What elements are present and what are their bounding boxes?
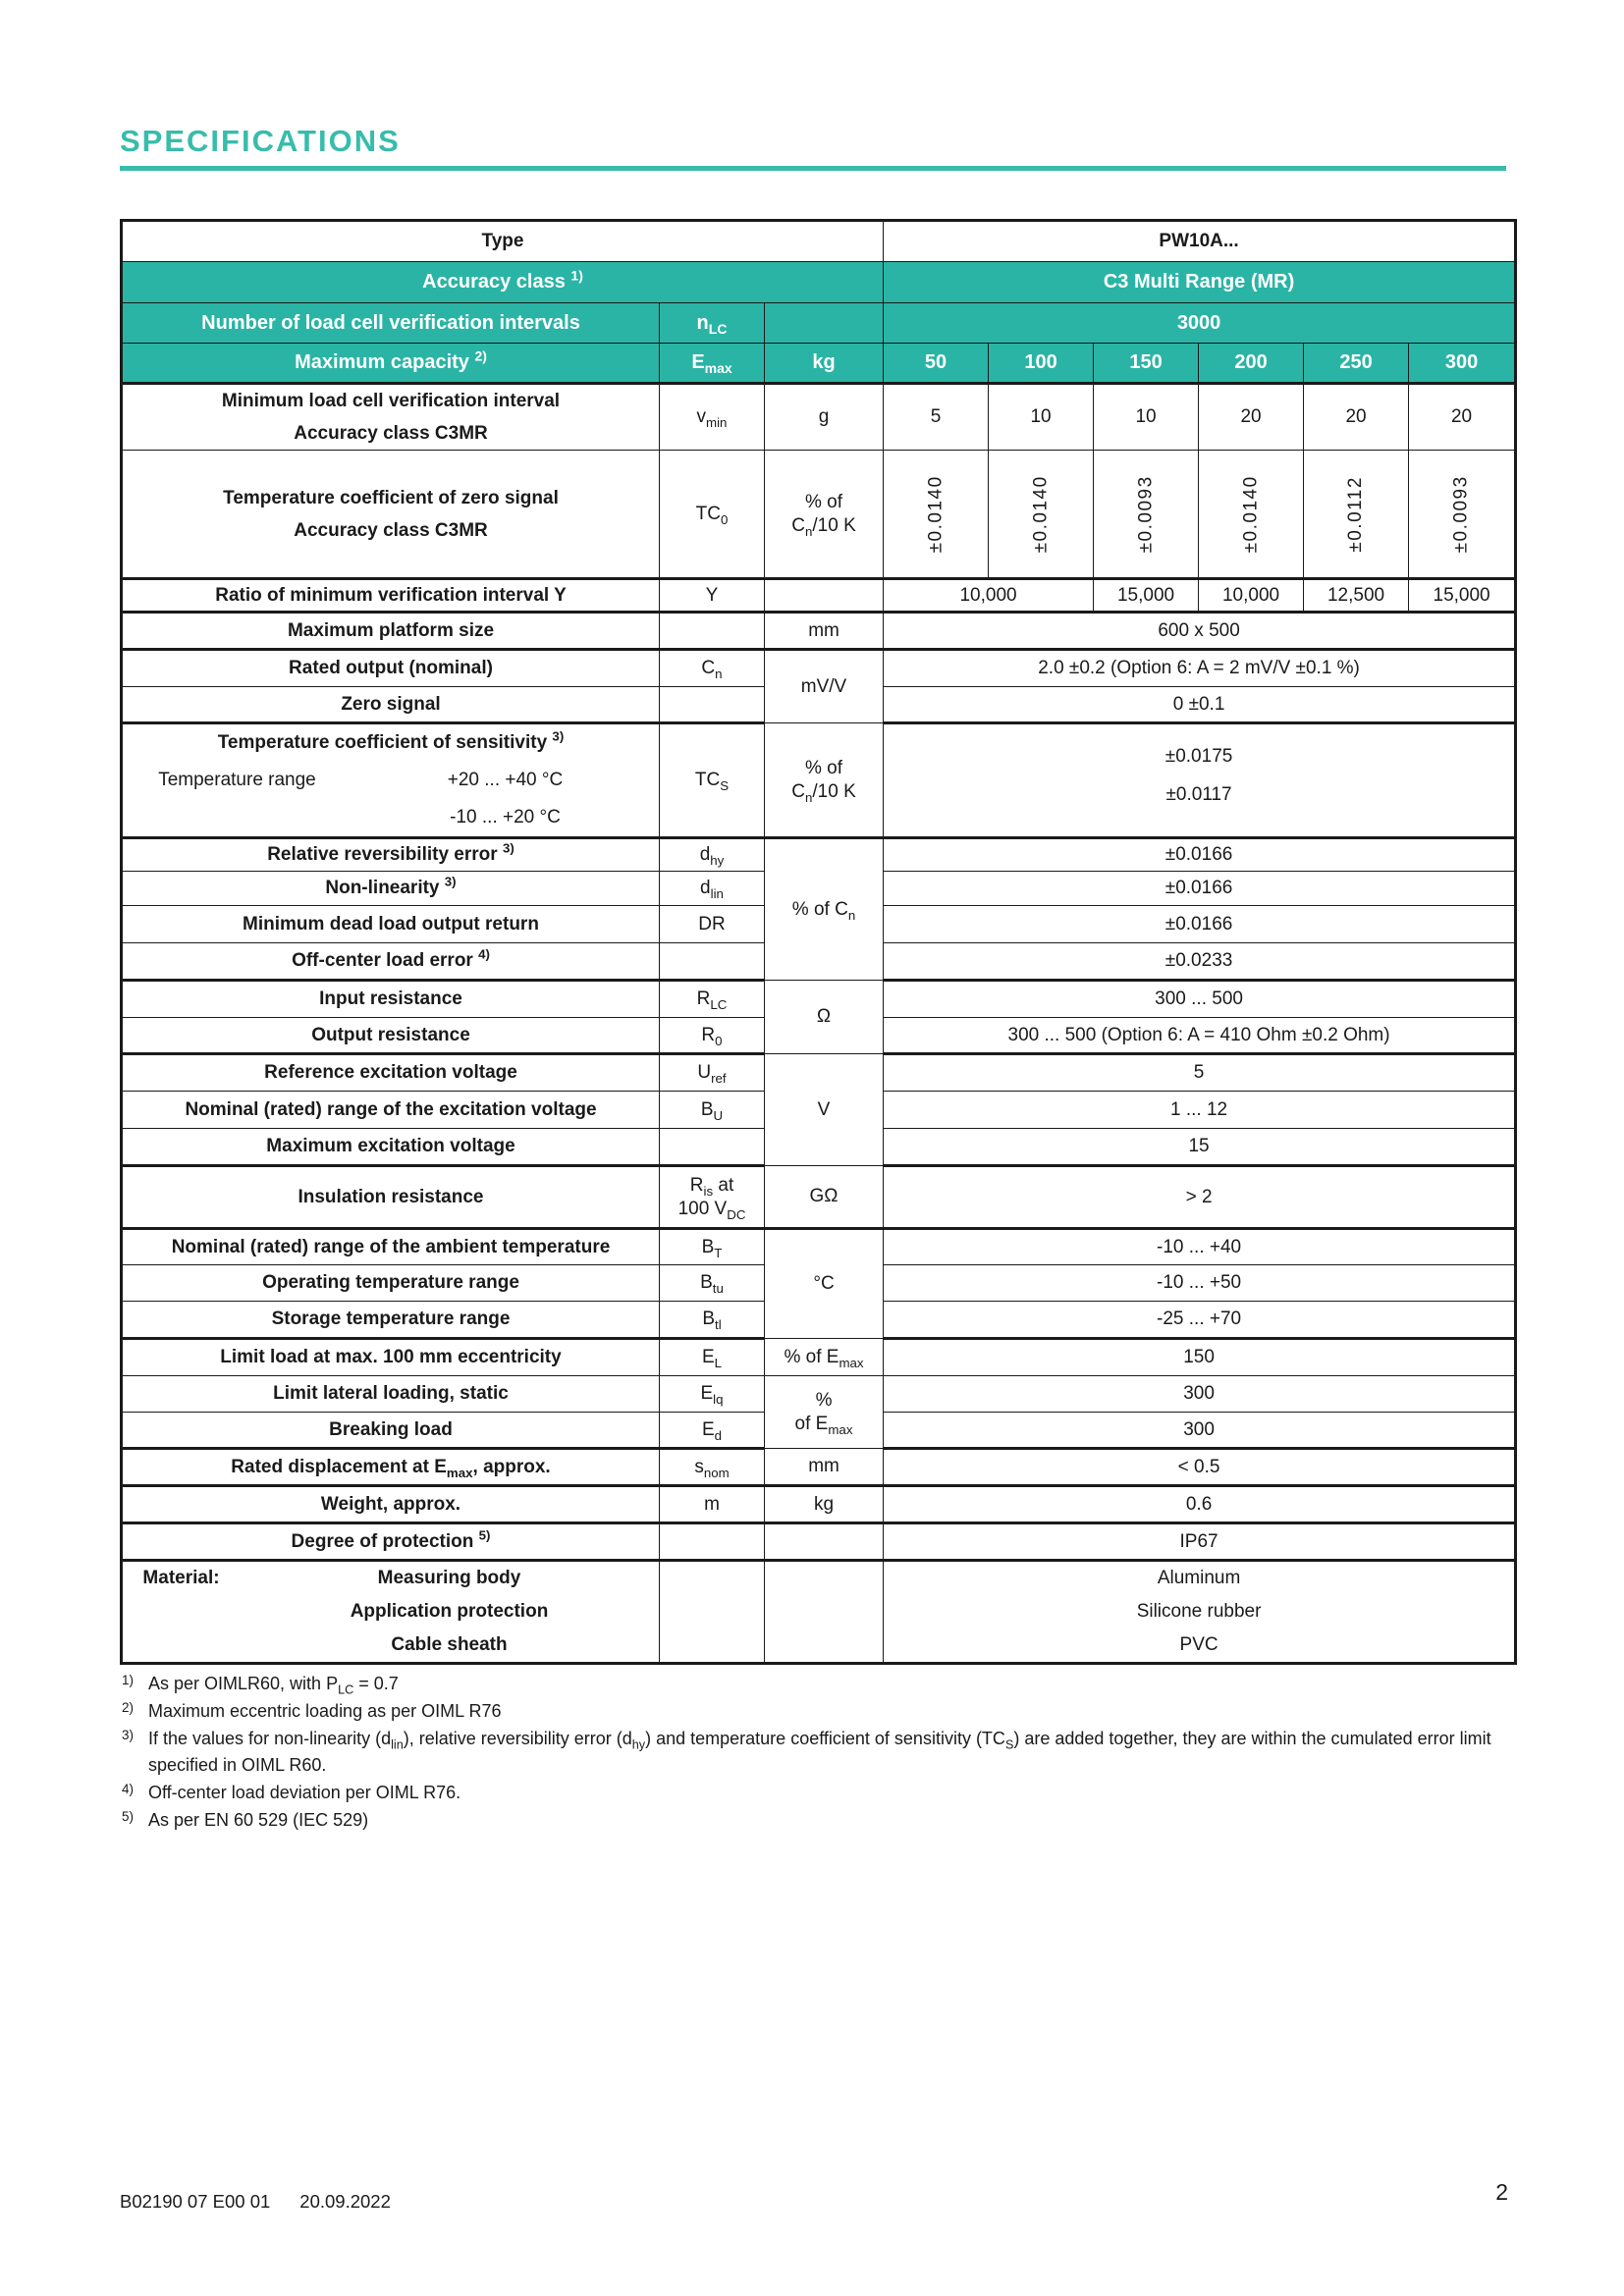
footer [120, 2191, 391, 2213]
symbol-cell: $d_{lin}$ [660, 872, 765, 906]
symbol-cell: $E_{lq}$ [660, 1376, 765, 1413]
unit-cell: mV/V [765, 650, 884, 723]
symbol-cell: $TC_S$ [660, 723, 765, 838]
unit-cell: kg [765, 1486, 884, 1523]
unit-cell: V [765, 1054, 884, 1166]
value-cell: 20 [1199, 384, 1304, 451]
value-cell: 10,000 [884, 579, 1094, 613]
value-cell: ±0.0166 [884, 872, 1516, 906]
value-cell: 12,500 [1304, 579, 1409, 613]
row-label: Limit lateral loading, static [122, 1376, 660, 1413]
material-value: PVC [1179, 1634, 1218, 1655]
value-cell: ±0.0166 [884, 838, 1516, 872]
row-label: Type [122, 221, 884, 262]
row-label: Weight, approx. [122, 1486, 660, 1523]
material-item: Application protection [350, 1601, 549, 1622]
unit-cell: mm [765, 1449, 884, 1486]
unit-cell: Ω [765, 981, 884, 1054]
row-ambient-temp-range [122, 1229, 1516, 1265]
row-label: Accuracy class $^{1)}$ [122, 262, 884, 303]
symbol-cell: $TC_0$ [660, 451, 765, 579]
unit-cell: % of $C_n$ [765, 838, 884, 981]
symbol-cell: $d_{hy}$ [660, 838, 765, 872]
value-cell [1199, 451, 1304, 579]
capacity-column: 150 [1094, 344, 1199, 384]
row-label: Maximum capacity $^{2)}$ [122, 344, 660, 384]
value-cell: 10,000 [1199, 579, 1304, 613]
row-temp-coeff-sensitivity [122, 723, 1516, 838]
value-cell: 20 [1304, 384, 1409, 451]
rotated-value: ±0.0093 [1135, 474, 1157, 554]
document-date: 20.09.2022 [299, 2191, 391, 2212]
empty-cell [660, 613, 765, 650]
value-cell [884, 723, 1516, 838]
value-cell: 20 [1409, 384, 1516, 451]
row-min-verification-interval [122, 384, 1516, 451]
footnote [122, 1807, 1512, 1834]
value-cell: 5 [884, 1054, 1516, 1092]
footnote-marker: 1) [122, 1673, 135, 1687]
symbol-cell: $E_d$ [660, 1413, 765, 1449]
footnote [122, 1698, 1512, 1725]
empty-cell [660, 687, 765, 723]
row-label: Operating temperature range [122, 1265, 660, 1302]
value-cell: > 2 [884, 1166, 1516, 1229]
label-line: Accuracy class C3MR [294, 519, 488, 541]
value-cell: 0 ±0.1 [884, 687, 1516, 723]
row-label [122, 1561, 660, 1664]
row-label: Ratio of minimum verification interval Y [122, 579, 660, 613]
symbol-cell: $v_{min}$ [660, 384, 765, 451]
material-item: Cable sheath [391, 1634, 508, 1655]
row-verification-intervals [122, 303, 1516, 344]
row-reversibility-error [122, 838, 1516, 872]
empty-cell [123, 799, 352, 836]
empty-cell [765, 579, 884, 613]
row-label: Maximum platform size [122, 613, 660, 650]
value-cell: 600 x 500 [884, 613, 1516, 650]
row-type [122, 221, 1516, 262]
value-line: ±0.0117 [1165, 784, 1232, 805]
label-line: Accuracy class C3MR [294, 423, 488, 444]
material-item: Measuring body [377, 1568, 521, 1588]
range-value: -10 ... +20 °C [450, 807, 561, 828]
material-label: Material: [142, 1568, 220, 1588]
symbol-cell: $U_{ref}$ [660, 1054, 765, 1092]
footnote-text: Off-center load deviation per OIML R76. [148, 1783, 461, 1802]
symbol-cell: DR [660, 906, 765, 943]
symbol-cell: $E_L$ [660, 1339, 765, 1376]
value-cell: 10 [989, 384, 1094, 451]
row-label: Zero signal [122, 687, 660, 723]
empty-cell [765, 1561, 884, 1664]
row-temp-coeff-zero-signal [122, 451, 1516, 579]
label-line: Minimum load cell verification interval [221, 391, 561, 411]
value-cell: 3000 [884, 303, 1516, 344]
row-label: Insulation resistance [122, 1166, 660, 1229]
value-cell: 10 [1094, 384, 1199, 451]
value-cell: -10 ... +40 [884, 1229, 1516, 1265]
label-line: Temperature coefficient of zero signal [223, 487, 559, 508]
footnote [122, 1780, 1512, 1806]
symbol-cell: m [660, 1486, 765, 1523]
symbol-cell: $B_U$ [660, 1092, 765, 1129]
footnote [122, 1726, 1512, 1779]
row-label: Breaking load [122, 1413, 660, 1449]
footnote-marker: 2) [122, 1700, 135, 1715]
row-input-resistance [122, 981, 1516, 1018]
row-ref-excitation [122, 1054, 1516, 1092]
value-cell: 0.6 [884, 1486, 1516, 1523]
row-label: Output resistance [122, 1018, 660, 1054]
row-limit-load [122, 1339, 1516, 1376]
capacity-column: 50 [884, 344, 989, 384]
value-cell: -10 ... +50 [884, 1265, 1516, 1302]
value-cell: PW10A... [884, 221, 1516, 262]
value-cell: 300 [884, 1413, 1516, 1449]
unit-cell: kg [765, 344, 884, 384]
empty-cell [660, 1129, 765, 1166]
row-label: Nominal (rated) range of the excitation voltage [122, 1092, 660, 1129]
symbol-cell: $B_T$ [660, 1229, 765, 1265]
row-label: Rated output (nominal) [122, 650, 660, 687]
symbol-cell: $R_{is}$ at 100 $V_{DC}$ [660, 1166, 765, 1229]
symbol-cell: $n_{LC}$ [660, 303, 765, 344]
material-value: Aluminum [1157, 1568, 1241, 1588]
value-cell: 15 [884, 1129, 1516, 1166]
value-cell: 2.0 ±0.2 (Option 6: A = 2 mV/V ±0.1 %) [884, 650, 1516, 687]
page-number: 2 [1495, 2179, 1508, 2205]
unit-cell: % of $E_{max}$ [765, 1376, 884, 1449]
value-cell: < 0.5 [884, 1449, 1516, 1486]
value-line: ±0.0175 [1164, 746, 1233, 767]
value-cell [884, 1561, 1516, 1664]
row-label: Minimum dead load output return [122, 906, 660, 943]
unit-cell: % of $E_{max}$ [765, 1339, 884, 1376]
row-label [122, 384, 660, 451]
row-label [122, 451, 660, 579]
label-line: Temperature coefficient of sensitivity $^{3)}$ [217, 728, 565, 753]
symbol-cell: $R_0$ [660, 1018, 765, 1054]
row-label: Non-linearity $^{3)}$ [122, 872, 660, 906]
capacity-column: 200 [1199, 344, 1304, 384]
row-label: Rated displacement at $E_{max}$, approx. [122, 1449, 660, 1486]
row-platform-size [122, 613, 1516, 650]
value-cell: 15,000 [1094, 579, 1199, 613]
row-label: Reference excitation voltage [122, 1054, 660, 1092]
value-cell: 1 ... 12 [884, 1092, 1516, 1129]
row-material [122, 1561, 1516, 1664]
row-protection [122, 1523, 1516, 1561]
range-label: Temperature range [158, 770, 316, 790]
row-ratio-y [122, 579, 1516, 613]
capacity-column: 250 [1304, 344, 1409, 384]
value-cell: 300 ... 500 (Option 6: A = 410 Ohm ±0.2 Ohm) [884, 1018, 1516, 1054]
footnotes [122, 1671, 1512, 1835]
value-cell: 300 ... 500 [884, 981, 1516, 1018]
row-label: Input resistance [122, 981, 660, 1018]
rotated-value: ±0.0140 [925, 474, 947, 554]
unit-cell: % of $C_n/10$ K [765, 723, 884, 838]
value-cell [1304, 451, 1409, 579]
symbol-cell: $R_{LC}$ [660, 981, 765, 1018]
value-cell [1409, 451, 1516, 579]
unit-cell: °C [765, 1229, 884, 1339]
footnote-text: As per OIMLR60, with $P_{LC} = 0.7$ [148, 1674, 399, 1697]
empty-cell [660, 943, 765, 981]
value-cell [1094, 451, 1199, 579]
footnote-text: If the values for non-linearity $(d_{lin})$, relative reversibility error $(d_{hy})$ and temperature coefficient of sensitivity $(TC_S)$ are added together, they are within the cumulated error limit specified in OIML R60. [148, 1729, 1491, 1775]
empty-cell [660, 1561, 765, 1664]
value-cell: -25 ... +70 [884, 1302, 1516, 1339]
value-cell: ±0.0233 [884, 943, 1516, 981]
value-cell: 300 [884, 1376, 1516, 1413]
material-value: Silicone rubber [1136, 1601, 1262, 1622]
value-cell: C3 Multi Range (MR) [884, 262, 1516, 303]
row-label: Relative reversibility error $^{3)}$ [122, 838, 660, 872]
page-title: SPECIFICATIONS [120, 124, 401, 158]
row-label: Degree of protection $^{5)}$ [122, 1523, 660, 1561]
capacity-column: 100 [989, 344, 1094, 384]
document-id: B02190 07 E00 01 [120, 2191, 271, 2212]
empty-cell [123, 1595, 240, 1629]
row-displacement [122, 1449, 1516, 1486]
row-label: Maximum excitation voltage [122, 1129, 660, 1166]
value-cell [884, 451, 989, 579]
capacity-column: 300 [1409, 344, 1516, 384]
value-cell: ±0.0166 [884, 906, 1516, 943]
footnote-marker: 5) [122, 1809, 135, 1824]
footnote-text: As per EN 60 529 (IEC 529) [148, 1810, 369, 1830]
row-label [122, 723, 660, 838]
symbol-cell: Y [660, 579, 765, 613]
specifications-table [120, 219, 1517, 1665]
row-lateral-loading [122, 1376, 1516, 1413]
empty-cell [765, 1523, 884, 1561]
unit-cell: mm [765, 613, 884, 650]
footnote-text: Maximum eccentric loading as per OIML R76 [148, 1701, 502, 1721]
rotated-value: ±0.0093 [1450, 474, 1472, 554]
footnote-marker: 4) [122, 1782, 135, 1796]
row-label: Limit load at max. 100 mm eccentricity [122, 1339, 660, 1376]
value-cell [989, 451, 1094, 579]
value-cell: 15,000 [1409, 579, 1516, 613]
symbol-cell: $s_{nom}$ [660, 1449, 765, 1486]
empty-cell [123, 1629, 240, 1662]
rotated-value: ±0.0140 [1240, 474, 1262, 554]
row-maximum-capacity [122, 344, 1516, 384]
unit-cell: % of $C_n/10$ K [765, 451, 884, 579]
symbol-cell: $B_{tu}$ [660, 1265, 765, 1302]
unit-cell: GΩ [765, 1166, 884, 1229]
empty-cell [765, 303, 884, 344]
row-label: Nominal (rated) range of the ambient temperature [122, 1229, 660, 1265]
rotated-value: ±0.0140 [1030, 474, 1052, 554]
unit-cell: g [765, 384, 884, 451]
footnote-marker: 3) [122, 1728, 135, 1742]
symbol-cell: $B_{tl}$ [660, 1302, 765, 1339]
row-label: Number of load cell verification intervals [122, 303, 660, 344]
row-accuracy-class [122, 262, 1516, 303]
symbol-cell: $E_{max}$ [660, 344, 765, 384]
row-label: Off-center load error $^{4)}$ [122, 943, 660, 981]
footnote [122, 1671, 1512, 1697]
row-insulation-resistance [122, 1166, 1516, 1229]
value-cell: IP67 [884, 1523, 1516, 1561]
empty-cell [660, 1523, 765, 1561]
row-label: Storage temperature range [122, 1302, 660, 1339]
symbol-cell: $C_n$ [660, 650, 765, 687]
row-rated-output [122, 650, 1516, 687]
range-value: +20 ... +40 °C [447, 770, 564, 790]
rotated-value: ±0.0112 [1345, 475, 1367, 553]
value-cell: 5 [884, 384, 989, 451]
row-weight [122, 1486, 1516, 1523]
title-underline [120, 166, 1506, 171]
value-cell: 150 [884, 1339, 1516, 1376]
